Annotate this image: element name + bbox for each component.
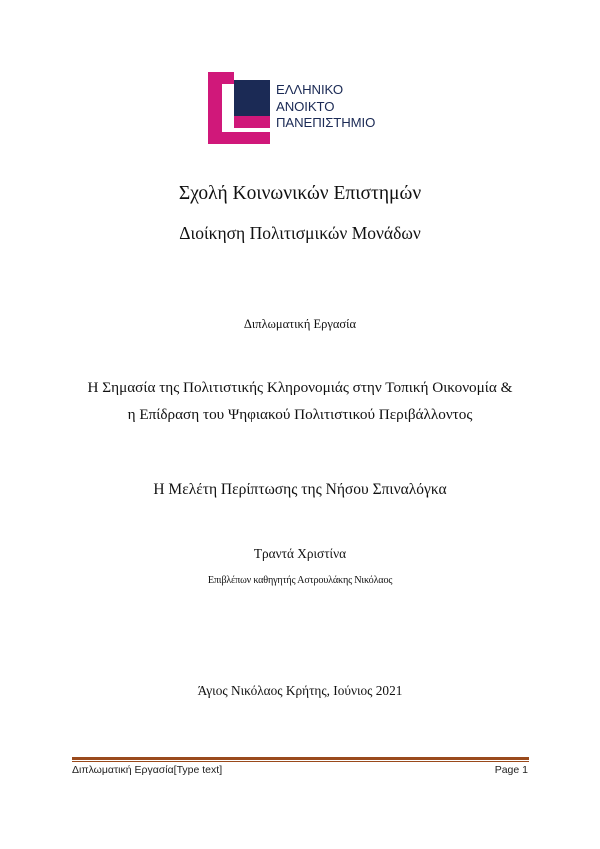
thesis-title-line-1: Η Σημασία της Πολιτιστικής Κληρονομιάς στην Τοπική Οικονομία &: [87, 379, 513, 396]
supervisor-line: Επιβλέπων καθηγητής Αστρουλάκης Νικόλαος: [207, 575, 393, 586]
place-and-date: Άγιος Νικόλαος Κρήτης, Ιούνιος 2021: [197, 683, 403, 698]
logo-line-1: ΕΛΛΗΝΙΚΟ: [276, 82, 343, 97]
footer-rule: [72, 757, 529, 760]
logo-line-3: ΠΑΝΕΠΙΣΤΗΜΙΟ: [276, 115, 376, 130]
document-type: Διπλωματική Εργασία: [243, 317, 357, 331]
logo-emblem-icon: [208, 72, 270, 144]
school-name: Σχολή Κοινωνικών Επιστημών: [178, 183, 422, 204]
logo-line-2: ΑΝΟΙΚΤΟ: [276, 98, 335, 114]
author-name: Τραντά Χριστίνα: [253, 546, 347, 561]
university-logo: [208, 72, 398, 144]
logo-text: [276, 82, 375, 132]
case-study-subtitle: Η Μελέτη Περίπτωσης της Νήσου Σπιναλόγκα: [153, 481, 447, 498]
footer-page-number: Page 1: [494, 764, 528, 776]
footer-rule-thin: [72, 761, 529, 762]
footer-document-label: Διπλωματική Εργασία[Type text]: [72, 764, 223, 776]
thesis-title-line-2: η Επίδραση του Ψηφιακού Πολιτιστικού Περιβάλλοντος: [127, 406, 473, 423]
department-name: Διοίκηση Πολιτισμικών Μονάδων: [179, 223, 421, 243]
